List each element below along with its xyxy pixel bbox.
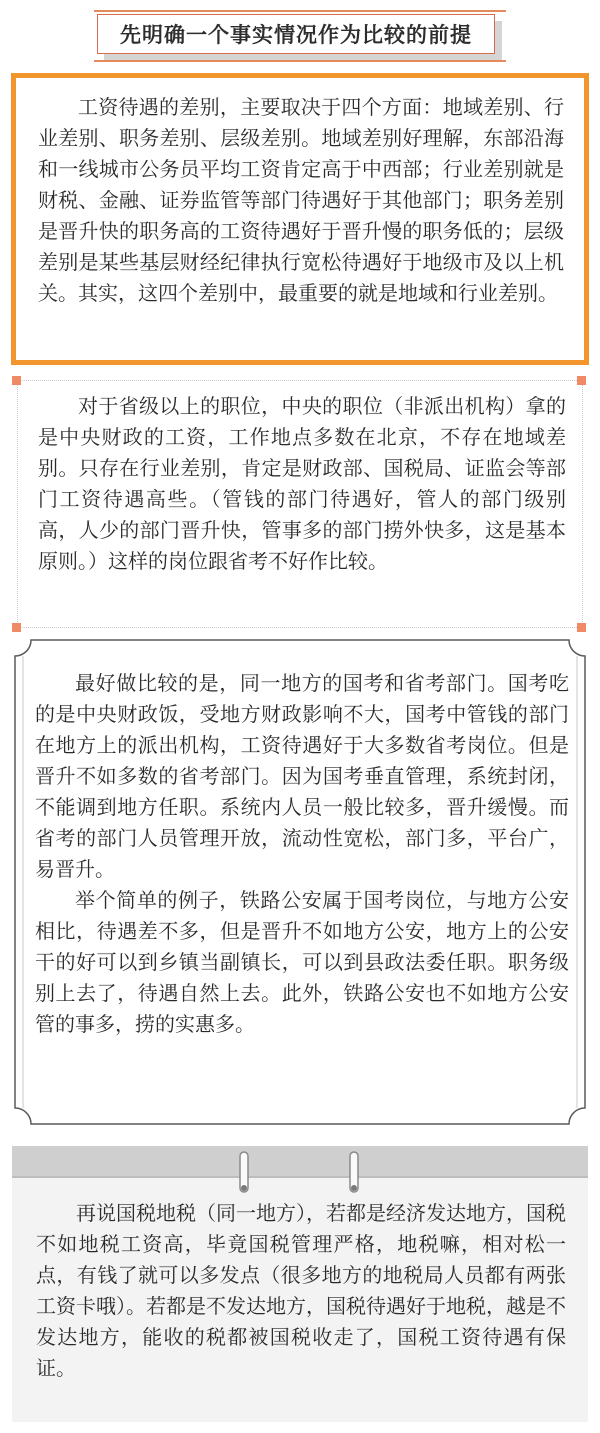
binder-ring-icon	[344, 1150, 364, 1196]
binder-ring-icon	[234, 1150, 254, 1196]
section3-paragraph-2: 举个简单的例子，铁路公安属于国考岗位，与地方公安相比，待遇差不多，但是晋升不如地方公安，地方上的公安干的好可以到乡镇当副镇长，可以到县政法委任职。职务级别上去了，待遇自然上去。此外，铁路公安也不如地方公安管的事多，捞的实惠多。	[35, 888, 569, 1036]
page-title: 先明确一个事实情况作为比较的前提	[97, 14, 495, 54]
corner-mark-bottom-left	[12, 623, 21, 632]
title-banner	[94, 10, 506, 64]
section-national-vs-provincial	[13, 638, 587, 1126]
note-header-edge	[12, 1176, 588, 1178]
section4-paragraph-1: 再说国税地税（同一地方），若都是经济发达地方，国税不如地税工资高，毕竟国税管理严格，地税嘛，相对松一点，有钱了就可以多发点（很多地方的地税局人员都有两张工资卡哦）。若都是不发达地方，国税待遇好于地税，越是不发达地方，能收的税都被国税收走了，国税工资待遇有保证。	[36, 1201, 566, 1380]
section1-paragraph-1: 工资待遇的差别，主要取决于四个方面：地域差别、行业差别、职务差别、层级差别。地域差别好理解，东部沿海和一线城市公务员平均工资肯定高于中西部；行业差别就是财税、金融、证券监管等部门待遇好于其他部门；职务差别是晋升快的职务高的工资待遇好于晋升慢的职务低的；层级差别是某些基层财经纪律执行宽松待遇好于地级市及以上机关。其实，这四个差别中，最重要的就是地域和行业差别。	[38, 95, 564, 305]
section3-paragraph-1: 最好做比较的是，同一地方的国考和省考部门。国考吃的是中央财政饭，受地方财政影响不大，国考中管钱的部门在地方上的派出机构，工资待遇好于大多数省考岗位。但是晋升不如多数的省考部门。因为国考垂直管理，系统封闭，不能调到地方任职。系统内人员一般比较多，晋升缓慢。而省考的部门人员管理开放，流动性宽松，部门多，平台广，易晋升。	[35, 671, 569, 881]
title-bottom-rule	[94, 60, 506, 62]
section-central-positions	[17, 380, 583, 628]
corner-mark-bottom-right	[577, 623, 586, 632]
section2-paragraph-1: 对于省级以上的职位，中央的职位（非派出机构）拿的是中央财政的工资，工作地点多数在北京，不存在地域差别。只存在行业差别，肯定是财政部、国税局、证监会等部门工资待遇高些。（管钱的部门待遇好，管人的部门级别高，人少的部门晋升快，管事多的部门捞外快多，这是基本原则。）这样的岗位跟省考不好作比较。	[38, 394, 566, 573]
section-national-vs-local-tax	[12, 1146, 588, 1422]
note-header-band	[12, 1146, 588, 1176]
corner-mark-top-right	[577, 376, 586, 385]
title-top-rule	[94, 10, 506, 12]
section-regional-differences	[11, 73, 589, 365]
corner-mark-top-left	[12, 376, 21, 385]
